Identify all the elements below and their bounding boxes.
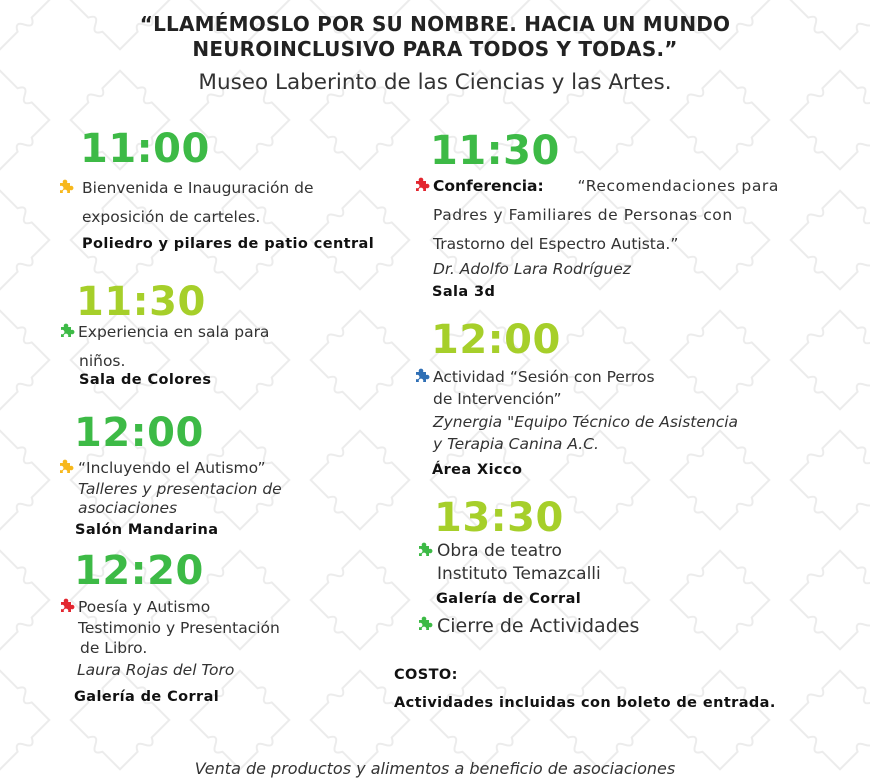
yellow-puzzle-icon: [55, 458, 75, 478]
event-1200-left-line-2: Talleres y presentacion de: [78, 480, 282, 498]
event-1330-line-2: Instituto Temazcalli: [437, 564, 601, 584]
footer-note: Venta de productos y alimentos a beneficio de asociaciones: [194, 759, 676, 778]
conference-label: Conferencia:: [433, 177, 544, 195]
time-1100: 11:00: [80, 126, 210, 172]
event-1330-place: Galería de Corral: [436, 591, 582, 607]
green-puzzle-icon: [414, 615, 434, 635]
event-1220-place: Galería de Corral: [74, 689, 220, 705]
event-1130-right-speaker: Dr. Adolfo Lara Rodríguez: [433, 260, 631, 278]
closing-activities: Cierre de Actividades: [437, 615, 640, 637]
event-1200-right-line-1: Actividad “Sesión con Perros: [433, 368, 655, 386]
event-1130-left-line-1: Experiencia en sala para: [78, 323, 270, 341]
red-puzzle-icon: [411, 176, 431, 196]
time-1200-right: 12:00: [431, 317, 561, 363]
event-1130-right-place: Sala 3d: [432, 284, 496, 300]
event-1220-line-2: Testimonio y Presentación: [78, 619, 280, 637]
event-1200-right-line-3: Zynergia "Equipo Técnico de Asistencia: [433, 413, 739, 431]
cost-label: COSTO:: [394, 667, 458, 683]
time-1130-left: 11:30: [76, 279, 206, 325]
time-1130-right: 11:30: [430, 128, 560, 174]
yellow-puzzle-icon: [55, 178, 75, 198]
time-1330: 13:30: [434, 495, 564, 541]
subtitle: Museo Laberinto de las Ciencias y las Artes.: [198, 70, 672, 95]
green-puzzle-icon: [414, 541, 434, 561]
event-1100-line-1: Bienvenida e Inauguración de: [82, 179, 314, 197]
event-1220-line-3: de Libro.: [80, 639, 148, 657]
event-1130-right-line-2: Padres y Familiares de Personas con: [433, 206, 733, 224]
conference-heading: [433, 176, 779, 197]
event-1100-line-2: exposición de carteles.: [82, 208, 261, 226]
event-1200-right-place: Área Xicco: [432, 462, 523, 478]
event-1130-left-place: Sala de Colores: [79, 372, 212, 388]
blue-puzzle-icon: [411, 367, 431, 387]
event-1200-left-line-3: asociaciones: [78, 499, 178, 517]
red-puzzle-icon: [56, 597, 76, 617]
event-1100-place: Poliedro y pilares de patio central: [82, 236, 375, 252]
event-1220-speaker: Laura Rojas del Toro: [77, 661, 235, 679]
event-1200-left-line-1: “Incluyendo el Autismo”: [78, 459, 266, 477]
event-1200-right-line-4: y Terapia Canina A.C.: [433, 435, 599, 453]
title-line-1: “LLAMÉMOSLO POR SU NOMBRE. HACIA UN MUNDO: [139, 12, 731, 36]
event-1200-right-line-2: de Intervención”: [433, 390, 562, 408]
time-1220: 12:20: [74, 548, 204, 594]
event-1330-line-1: Obra de teatro: [437, 541, 562, 561]
event-1220-line-1: Poesía y Autismo: [78, 598, 211, 616]
event-1130-left-line-2: niños.: [79, 352, 126, 370]
title-line-2: NEUROINCLUSIVO PARA TODOS Y TODAS.”: [192, 37, 678, 61]
event-1200-left-place: Salón Mandarina: [75, 522, 219, 538]
time-1200-left: 12:00: [74, 410, 204, 456]
green-puzzle-icon: [56, 322, 76, 342]
event-1130-right-line-1: “Recomendaciones para: [577, 177, 779, 195]
event-1130-right-line-3: Trastorno del Espectro Autista.”: [433, 235, 679, 253]
cost-text: Actividades incluidas con boleto de entrada.: [394, 695, 776, 711]
